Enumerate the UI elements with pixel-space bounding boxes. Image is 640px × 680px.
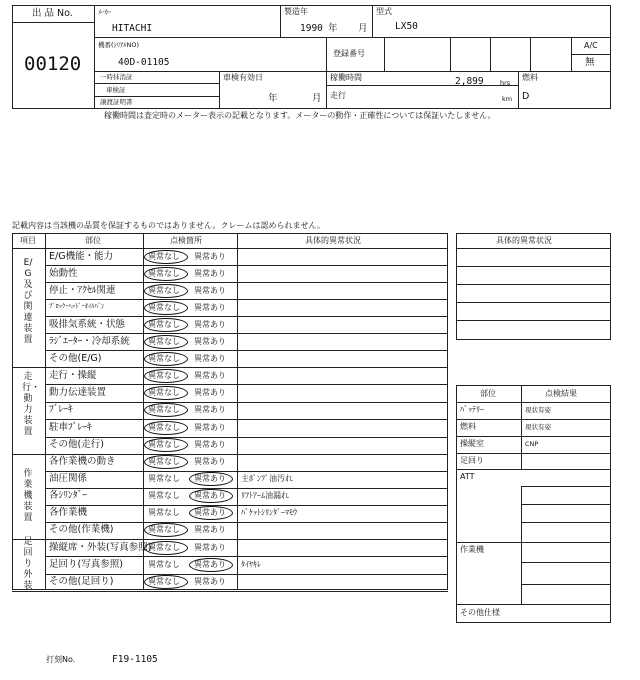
abnormal-option: 異常あり bbox=[194, 440, 226, 449]
abnormal-option: 異常あり bbox=[194, 457, 226, 466]
inspect-year-unit: 年 bbox=[268, 93, 278, 104]
serial-label: 機番(ｼﾘｱﾙNO) bbox=[98, 41, 140, 49]
col-header-part: 部位 bbox=[85, 236, 101, 245]
abnormal-option: 異常あり bbox=[194, 405, 226, 414]
normal-option: 異常なし bbox=[148, 525, 180, 534]
abnormal-option: 異常あり bbox=[194, 354, 226, 363]
result-header-part: 部位 bbox=[480, 389, 496, 398]
normal-circle-mark bbox=[144, 267, 188, 281]
abnormal-circle-mark bbox=[189, 489, 233, 503]
row-part-label: その他(作業機) bbox=[49, 524, 114, 535]
fuel-label: 燃料 bbox=[522, 73, 538, 82]
abnormal-option: 異常あり bbox=[194, 252, 226, 261]
stamp-label: 打刻No. bbox=[46, 655, 76, 664]
normal-option: 異常なし bbox=[148, 286, 180, 295]
normal-option: 異常なし bbox=[148, 303, 180, 312]
normal-circle-mark bbox=[144, 523, 188, 537]
result-part-undercarriage: 足回り bbox=[460, 456, 484, 465]
inspect-month-unit: 月 bbox=[312, 93, 322, 104]
normal-circle-mark bbox=[144, 455, 188, 469]
abnormal-option: 異常あり bbox=[194, 388, 226, 397]
section-label: E/G及び関連装置 bbox=[23, 258, 33, 345]
normal-option: 異常なし bbox=[148, 337, 180, 346]
model-label: 型式 bbox=[376, 7, 392, 16]
abnormal-option: 異常あり bbox=[194, 269, 226, 278]
result-part-other: その他仕様 bbox=[460, 608, 500, 617]
normal-circle-mark bbox=[144, 369, 188, 383]
row-detail: ﾊﾞｹｯﾄｼﾘﾝﾀﾞｰﾏﾓｳ bbox=[241, 508, 297, 517]
normal-option: 異常なし bbox=[148, 405, 180, 414]
right-top-header: 具体的異常状況 bbox=[496, 236, 552, 245]
row-part-label: ﾗｼﾞｴｰﾀｰ・冷却系統 bbox=[49, 336, 130, 347]
ac-label: A/C bbox=[584, 41, 598, 50]
abnormal-option: 異常あり bbox=[194, 303, 226, 312]
normal-option: 異常なし bbox=[148, 457, 180, 466]
normal-option: 異常なし bbox=[148, 474, 180, 483]
section-label: 走行・動力装置 bbox=[22, 372, 41, 437]
row-detail: ﾘﾌﾄｱｰﾑ油漏れ bbox=[241, 491, 289, 500]
normal-option: 異常なし bbox=[148, 252, 180, 261]
abnormal-option: 異常あり bbox=[194, 337, 226, 346]
abnormal-option: 異常あり bbox=[194, 286, 226, 295]
normal-circle-mark bbox=[144, 250, 188, 264]
row-part-label: 足回り(写真参照) bbox=[49, 559, 123, 570]
col-header-item: 項目 bbox=[20, 236, 36, 245]
result-header-result: 点検結果 bbox=[545, 389, 577, 398]
month-unit: 月 bbox=[358, 23, 368, 34]
normal-option: 異常なし bbox=[148, 423, 180, 432]
hours-value: 2,899 bbox=[455, 76, 484, 87]
section-label: 足回り外装 bbox=[23, 537, 33, 591]
result-value-battery: 現状有姿 bbox=[525, 406, 551, 414]
abnormal-option: 異常あり bbox=[194, 577, 226, 586]
normal-option: 異常なし bbox=[148, 543, 180, 552]
hours-note: 稼働時間は査定時のメーター表示の記載となります。メーターの動作・正確性については保証いたしません。 bbox=[104, 111, 496, 120]
abnormal-option: 異常あり bbox=[194, 525, 226, 534]
stamp-value: F19-1105 bbox=[112, 654, 158, 665]
hours-label: 稼働時間 bbox=[330, 73, 362, 82]
row-part-label: 動力伝達装置 bbox=[49, 387, 107, 398]
normal-option: 異常なし bbox=[148, 388, 180, 397]
abnormal-option: 異常あり bbox=[194, 491, 226, 500]
row-part-label: E/G機能・能力 bbox=[49, 251, 114, 262]
abnormal-option: 異常あり bbox=[194, 423, 226, 432]
serial-value: 40D-01105 bbox=[118, 57, 170, 68]
normal-option: 異常なし bbox=[148, 371, 180, 380]
normal-circle-mark bbox=[144, 352, 188, 366]
abnormal-option: 異常あり bbox=[194, 560, 226, 569]
normal-option: 異常なし bbox=[148, 269, 180, 278]
normal-circle-mark bbox=[144, 301, 188, 315]
result-part-cab: 操縦室 bbox=[460, 439, 484, 448]
normal-circle-mark bbox=[144, 318, 188, 332]
col-header-check: 点検箇所 bbox=[170, 236, 202, 245]
row-part-label: 始動性 bbox=[49, 268, 78, 279]
abnormal-option: 異常あり bbox=[194, 371, 226, 380]
normal-option: 異常なし bbox=[148, 354, 180, 363]
maker-value: HITACHI bbox=[112, 23, 153, 34]
reg-label: 登録番号 bbox=[333, 49, 365, 58]
abnormal-circle-mark bbox=[189, 472, 233, 486]
normal-option: 異常なし bbox=[148, 440, 180, 449]
abnormal-option: 異常あり bbox=[194, 320, 226, 329]
lot-number: 00120 bbox=[24, 53, 82, 75]
result-part-att: ATT bbox=[460, 472, 475, 481]
abnormal-option: 異常あり bbox=[194, 508, 226, 517]
distance-unit: km bbox=[502, 95, 513, 103]
normal-option: 異常なし bbox=[148, 320, 180, 329]
row-part-label: 各ｼﾘﾝﾀﾞｰ bbox=[49, 490, 88, 501]
year-value: 1990 bbox=[300, 23, 323, 34]
normal-circle-mark bbox=[144, 438, 188, 452]
row-part-label: 各作業機の動き bbox=[49, 456, 116, 467]
normal-circle-mark bbox=[144, 284, 188, 298]
lot-label: 出 品 No. bbox=[32, 8, 73, 19]
row-part-label: 駐車ﾌﾞﾚｰｷ bbox=[49, 422, 92, 433]
row-detail: 主ﾎﾟﾝﾌﾟ油汚れ bbox=[241, 474, 293, 483]
normal-option: 異常なし bbox=[148, 577, 180, 586]
year-unit: 年 bbox=[328, 23, 338, 34]
normal-option: 異常なし bbox=[148, 560, 180, 569]
result-part-fuel: 燃料 bbox=[460, 422, 476, 431]
cert-label-3: 譲渡証明書 bbox=[100, 98, 133, 106]
hours-unit: hrs bbox=[500, 79, 511, 87]
row-part-label: その他(E/G) bbox=[49, 353, 102, 364]
result-part-work: 作業機 bbox=[460, 545, 484, 554]
disclaimer: 記載内容は当該機の品質を保証するものではありません。クレームは認められません。 bbox=[12, 221, 325, 230]
row-part-label: 停止・ｱｸｾﾙ関連 bbox=[49, 285, 116, 296]
normal-option: 異常なし bbox=[148, 508, 180, 517]
cert-label-1: 一時抹消証 bbox=[100, 73, 133, 81]
abnormal-circle-mark bbox=[189, 506, 233, 520]
normal-circle-mark bbox=[144, 541, 188, 555]
distance-label: 走行 bbox=[330, 91, 346, 100]
row-part-label: 吸排気系統・状態 bbox=[49, 319, 126, 330]
result-value-fuel: 現状有姿 bbox=[525, 423, 551, 431]
ac-value: 無 bbox=[585, 57, 595, 68]
abnormal-option: 異常あり bbox=[194, 474, 226, 483]
abnormal-option: 異常あり bbox=[194, 543, 226, 552]
result-value-cab: CNP bbox=[525, 440, 539, 448]
year-label: 製造年 bbox=[284, 7, 308, 16]
cert-label-2: 車検証 bbox=[106, 86, 126, 94]
fuel-value: D bbox=[522, 91, 530, 102]
row-part-label: その他(走行) bbox=[49, 439, 104, 450]
normal-circle-mark bbox=[144, 335, 188, 349]
normal-circle-mark bbox=[144, 575, 188, 589]
abnormal-circle-mark bbox=[189, 558, 233, 572]
row-part-label: 各作業機 bbox=[49, 507, 88, 518]
row-part-label: 走行・操縦 bbox=[49, 370, 97, 381]
maker-label: ﾒｰｶｰ bbox=[98, 8, 111, 16]
col-header-detail: 具体的異常状況 bbox=[305, 236, 361, 245]
row-part-label: 操縦席・外装(写真参照) bbox=[49, 542, 152, 553]
normal-circle-mark bbox=[144, 421, 188, 435]
row-part-label: 油圧関係 bbox=[49, 473, 88, 484]
normal-circle-mark bbox=[144, 386, 188, 400]
inspect-label: 車検有効日 bbox=[223, 73, 263, 82]
row-part-label: ﾌﾞﾚｰｷ bbox=[49, 404, 73, 415]
normal-option: 異常なし bbox=[148, 491, 180, 500]
section-label: 作業機装置 bbox=[23, 469, 33, 523]
row-part-label: その他(足回り) bbox=[49, 576, 114, 587]
row-detail: ﾀｲﾔｷﾚ bbox=[241, 560, 261, 569]
result-part-battery: ﾊﾞｯﾃﾘｰ bbox=[460, 405, 484, 414]
row-part-label: ﾌﾞﾛｯｸ･ﾍｯﾄﾞ･ｵｲﾙﾊﾟﾝ bbox=[49, 302, 105, 310]
normal-circle-mark bbox=[144, 403, 188, 417]
model-value: LX50 bbox=[395, 21, 418, 32]
